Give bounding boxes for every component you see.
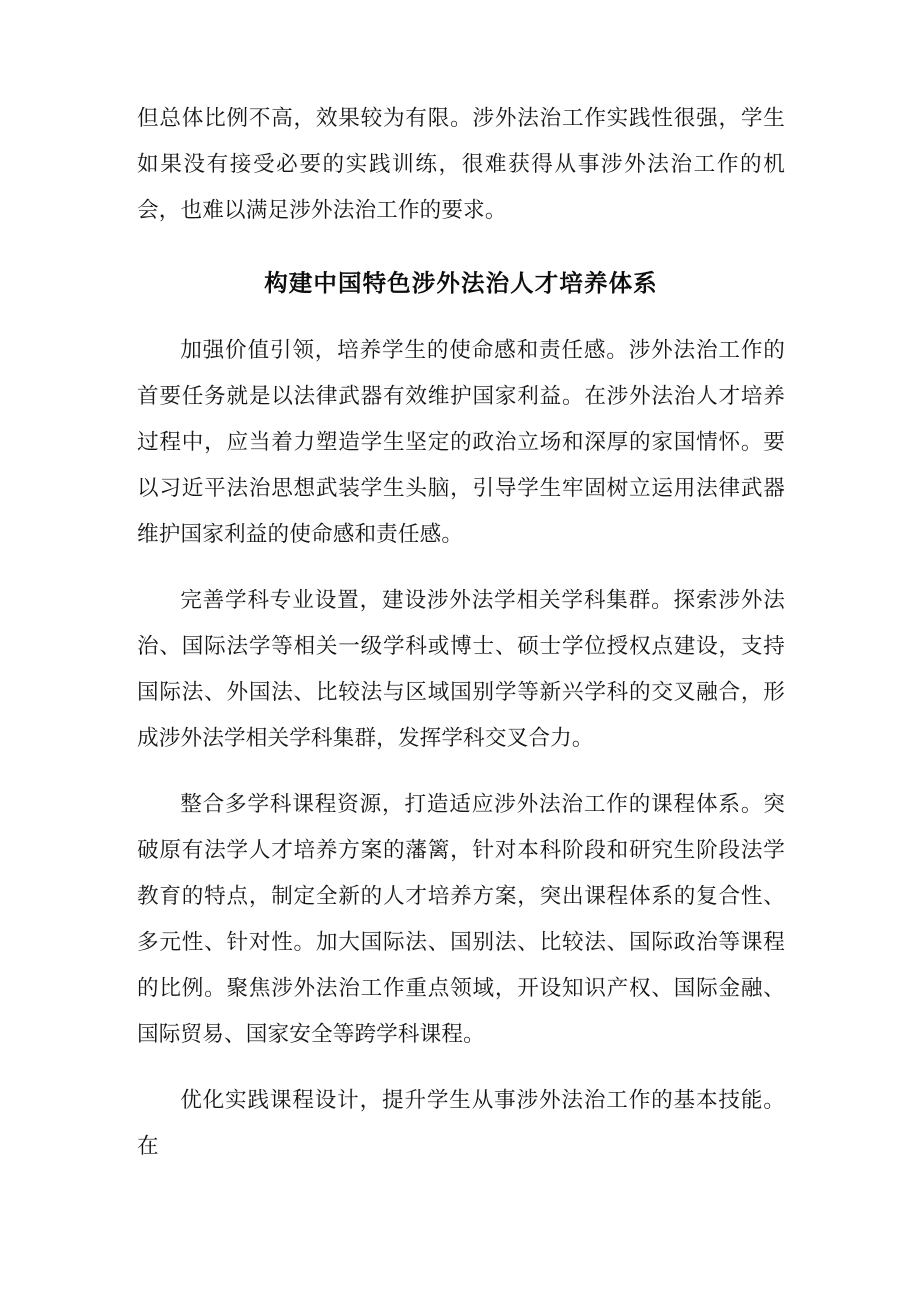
paragraph-discipline-setup: 完善学科专业设置，建设涉外法学相关学科集群。探索涉外法治、国际法学等相关一级学科或博士、硕士学位授权点建设，支持国际法、外国法、比较法与区域国别学等新兴学科的交叉融合，形成涉外法学相关学科集群，发挥学科交叉合力。 [137,588,785,751]
paragraph-continued: 但总体比例不高，效果较为有限。涉外法治工作实践性很强，学生如果没有接受必要的实践训练，很难获得从事涉外法治工作的机会，也难以满足涉外法治工作的要求。 [137,106,785,223]
paragraph-value-leadership: 加强价值引领，培养学生的使命感和责任感。涉外法治工作的首要任务就是以法律武器有效维护国家利益。在涉外法治人才培养过程中，应当着力塑造学生坚定的政治立场和深厚的家国情怀。要以习近平法治思想武装学生头脑，引导学生牢固树立运用法律武器维护国家利益的使命感和责任感。 [137,338,785,547]
paragraph-practice-curriculum: 优化实践课程设计，提升学生从事涉外法治工作的基本技能。在 [137,1088,785,1159]
section-heading: 构建中国特色涉外法治人才培养体系 [264,269,658,297]
page-text-body [137,96,785,1170]
paragraph-curriculum-integration: 整合多学科课程资源，打造适应涉外法治工作的课程体系。突破原有法学人才培养方案的藩篱，针对本科阶段和研究生阶段法学教育的特点，制定全新的人才培养方案，突出课程体系的复合性、多元性、针对性。加大国际法、国别法、比较法、国际政治等课程的比例。聚焦涉外法治工作重点领域，开设知识产权、国际金融、国际贸易、国家安全等跨学科课程。 [137,792,785,1047]
